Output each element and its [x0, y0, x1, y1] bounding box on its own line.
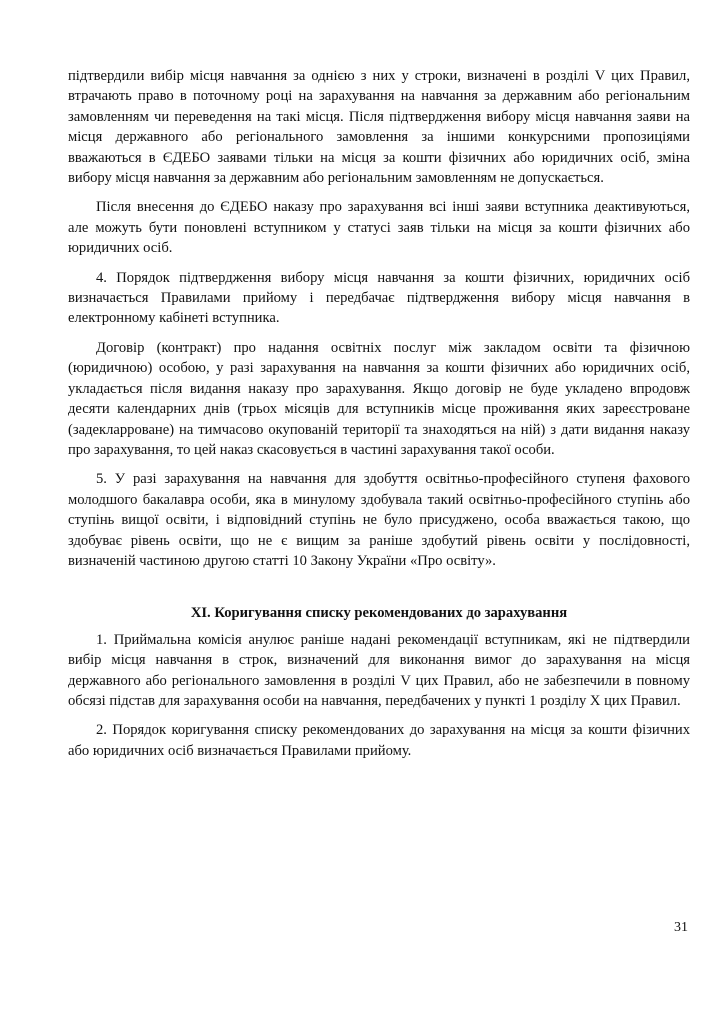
paragraph-section-item-1: 1. Приймальна комісія анулює раніше надані рекомендації вступникам, які не підтвердили вибір місця навчання в строк, визначений для виконання вимог до зарахування на місця державного або регіонального замовлення в розділі V цих Правил, або не забезпечили в повному обсязі підстав для зарахування особи на навчання, передбачених у пункті 1 розділу X цих Правил. [68, 631, 690, 709]
page-number: 31 [674, 920, 688, 935]
paragraph-contract: Договір (контракт) про надання освітніх послуг між закладом освіти та фізичною (юридичною) особою, у разі зарахування на навчання за кошти фізичних або юридичних осіб, укладається після видання наказу про зарахування. Якщо договір не буде укладено впродовж десяти календарних днів (трьох місяців для вступників місце проживання яких зареєстроване (задекларроване) на тимчасово окупованій території та знаходяться на ній) з дати видання наказу про зарахування, то цей наказ скасовується в частині зарахування такої особи. [68, 339, 690, 458]
paragraph-item-4: 4. Порядок підтвердження вибору місця навчання за кошти фізичних, юридичних осіб визначається Правилами прийому і передбачає підтвердження вибору місця навчання в електронному кабінеті вступника. [68, 269, 690, 327]
paragraph-item-5: 5. У разі зарахування на навчання для здобуття освітньо-професійного ступеня фахового молодшого бакалавра особи, яка в минулому здобувала такий освітньо-професійного ступінь або ступінь вищої освіти, і відповідний ступінь не було присуджено, особа вважається такою, що здобуває рівень освіти, що не є вищим за раніше здобутий рівень освіти у послідовності, визначеній частиною другою статті 10 Закону України «Про освіту». [68, 471, 690, 569]
paragraph-section-item-2: 2. Порядок коригування списку рекомендованих до зарахування на місця за кошти фізичних або юридичних осіб визначається Правилами прийому. [68, 722, 690, 759]
section-heading: XI. Коригування списку рекомендованих до зарахування [190, 605, 568, 622]
document-page [68, 66, 690, 770]
paragraph-continuation: підтвердили вибір місця навчання за однією з них у строки, визначені в розділі V цих Правил, втрачають право в поточному році на зарахування на навчання за державним або регіональним замовленням чи переведення на такі місця. Після підтвердження вибору місця навчання заяви на місця державного або регіонального замовлення за іншими конкурсними пропозиціями вважаються в ЄДЕБО заявами тільки на місця за кошти фізичних або юридичних осіб, зміна вибору місця навчання за державним або регіональним замовленням не допускається. [68, 68, 690, 187]
paragraph-edebo-deactivation: Після внесення до ЄДЕБО наказу про зарахування всі інші заяви вступника деактивуються, але можуть бути поновлені вступником у статусі заяв тільки на місця за кошти фізичних або юридичних осіб. [68, 199, 690, 257]
